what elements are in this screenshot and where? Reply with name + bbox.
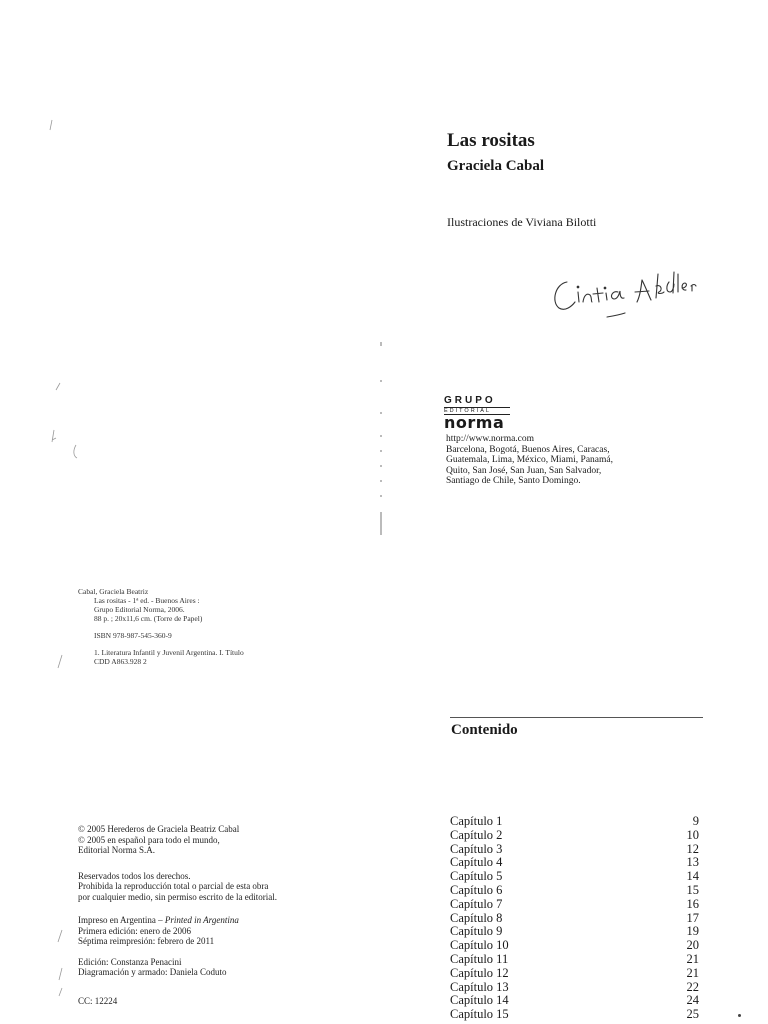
toc-entry	[450, 939, 699, 953]
catalog-card	[78, 587, 244, 666]
printed-italic: Printed in Argentina	[164, 915, 239, 925]
toc-chapter: Capítulo 5	[450, 869, 503, 884]
edition-line: Primera edición: enero de 2006	[78, 925, 191, 936]
toc-chapter: Capítulo 14	[450, 993, 509, 1008]
toc-entry	[450, 815, 699, 829]
publisher-cities-line: Guatemala, Lima, México, Miami, Panamá,	[446, 455, 613, 466]
rights-line: Reservados todos los derechos.	[78, 870, 191, 881]
toc-entry	[450, 1008, 699, 1022]
copyright-block	[78, 824, 277, 1006]
toc-chapter: Capítulo 11	[450, 951, 509, 966]
publisher-cities-line: Santiago de Chile, Santo Domingo.	[446, 476, 581, 487]
toc-page-number: 16	[686, 896, 699, 911]
toc-page-number: 14	[686, 869, 699, 884]
toc-chapter: Capítulo 9	[450, 924, 503, 939]
toc-page-number: 25	[686, 1007, 699, 1022]
toc-entry	[450, 994, 699, 1008]
toc-page-number: 17	[686, 910, 699, 925]
catalog-line: 88 p. ; 20x11,6 cm. (Torre de Papel)	[94, 614, 203, 623]
toc-page-number: 21	[686, 951, 699, 966]
toc-entry	[450, 925, 699, 939]
gutter-marks	[375, 340, 387, 540]
toc-chapter: Capítulo 7	[450, 896, 503, 911]
publisher-logo	[444, 396, 510, 431]
copyright-line: © 2005 en español para todo el mundo,	[78, 834, 220, 845]
toc-page-number: 20	[686, 938, 699, 953]
toc-entry	[450, 884, 699, 898]
toc-page-number: 19	[686, 924, 699, 939]
publisher-info	[446, 434, 613, 487]
stray-dot	[738, 1014, 741, 1017]
copyright-line: Editorial Norma S.A.	[78, 845, 155, 855]
credit-line: Edición: Constanza Penacini	[78, 956, 182, 967]
credit-line: Diagramación y armado: Daniela Coduto	[78, 967, 227, 977]
printed-in-line	[78, 915, 277, 926]
catalog-line: Grupo Editorial Norma, 2006.	[94, 605, 185, 614]
toc-chapter: Capítulo 6	[450, 882, 503, 897]
printed-prefix: Impreso en Argentina –	[78, 915, 165, 925]
toc-chapter: Capítulo 15	[450, 1007, 509, 1022]
contents-heading: Contenido	[451, 722, 518, 738]
margin-marks	[40, 100, 90, 1020]
handwritten-signature	[545, 262, 720, 327]
catalog-isbn: ISBN 978-987-545-360-9	[94, 631, 172, 640]
toc-page-number: 24	[686, 993, 699, 1008]
publisher-url: http://www.norma.com	[446, 434, 535, 444]
toc-chapter: Capítulo 12	[450, 965, 509, 980]
book-author: Graciela Cabal	[447, 158, 545, 174]
toc-page-number: 13	[686, 855, 699, 870]
logo-grupo-text: GRUPO	[444, 395, 496, 406]
edition-line: Séptima reimpresión: febrero de 2011	[78, 936, 215, 946]
toc-page-number: 12	[686, 841, 699, 856]
toc-chapter: Capítulo 3	[450, 841, 503, 856]
publisher-cities-line: Quito, San José, San Juan, San Salvador,	[446, 465, 602, 476]
logo-norma-text: norma	[444, 413, 505, 432]
catalog-author: Cabal, Graciela Beatriz	[78, 587, 149, 596]
toc-entry	[450, 870, 699, 884]
toc-entry	[450, 856, 699, 870]
catalog-line: Las rositas - 1ª ed. - Buenos Aires :	[94, 596, 200, 605]
toc-chapter: Capítulo 2	[450, 827, 503, 842]
toc-chapter: Capítulo 1	[450, 814, 503, 828]
book-title: Las rositas	[447, 130, 535, 151]
rights-line: por cualquier medio, sin permiso escrito de la editorial.	[78, 891, 277, 902]
logo-editorial-text: EDITORIAL	[444, 407, 510, 415]
toc-chapter: Capítulo 8	[450, 910, 503, 925]
toc-page-number: 10	[686, 827, 699, 842]
table-of-contents	[450, 815, 699, 1022]
toc-chapter: Capítulo 4	[450, 855, 503, 870]
toc-page-number: 21	[686, 965, 699, 980]
toc-entry	[450, 829, 699, 843]
toc-chapter: Capítulo 10	[450, 938, 509, 953]
toc-entry	[450, 912, 699, 926]
toc-entry	[450, 953, 699, 967]
contents-divider	[450, 717, 703, 718]
toc-entry	[450, 843, 699, 857]
publisher-cities-line: Barcelona, Bogotá, Buenos Aires, Caracas,	[446, 444, 610, 455]
cc-code: CC: 12224	[78, 995, 118, 1006]
toc-entry	[450, 981, 699, 995]
copyright-line: © 2005 Herederos de Graciela Beatriz Cabal	[78, 824, 240, 834]
toc-entry	[450, 898, 699, 912]
toc-entry	[450, 967, 699, 981]
catalog-subject: 1. Literatura Infantil y Juvenil Argentina. I. Título	[94, 648, 244, 657]
rights-line: Prohibida la reproducción total o parcial de esta obra	[78, 881, 269, 891]
toc-chapter: Capítulo 13	[450, 979, 509, 994]
toc-page-number: 15	[686, 882, 699, 897]
toc-page-number: 9	[692, 814, 699, 828]
illustrator-credit: Ilustraciones de Viviana Bilotti	[447, 215, 597, 229]
catalog-cdd: CDD A863.928 2	[94, 657, 147, 666]
toc-page-number: 22	[686, 979, 699, 994]
